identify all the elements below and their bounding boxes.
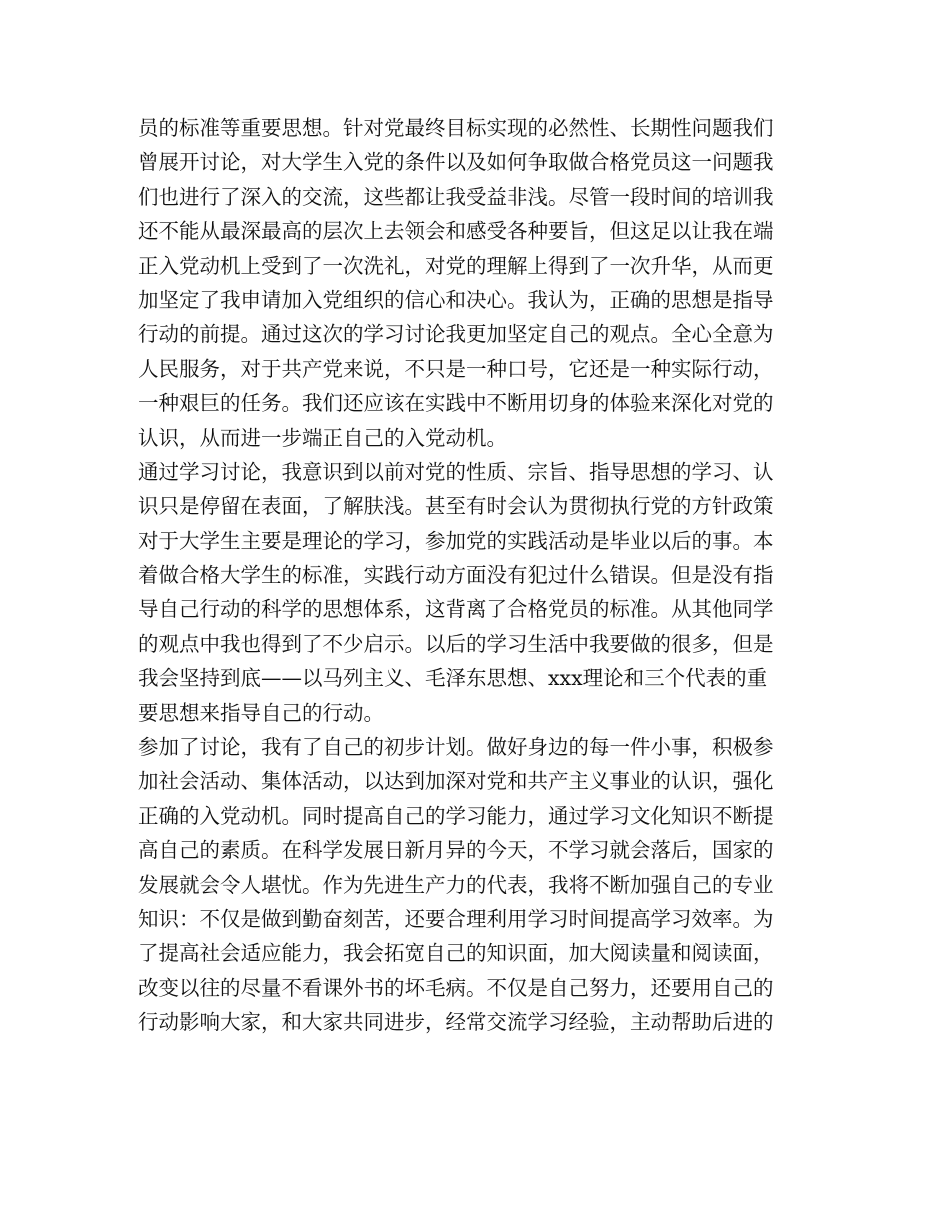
text-line: 人民服务，对于共产党来说，不只是一种口号，它还是一种实际行动，: [138, 356, 774, 381]
text-line: 的观点中我也得到了不少启示。以后的学习生活中我要做的很多，但是: [138, 631, 774, 656]
body-text: [138, 111, 818, 1040]
text-line: 对于大学生主要是理论的学习，参加党的实践活动是毕业以后的事。本: [138, 528, 774, 553]
text-line: 曾展开讨论，对大学生入党的条件以及如何争取做合格党员这一问题我: [138, 150, 774, 175]
text-line: 一种艰巨的任务。我们还应该在实践中不断用切身的体验来深化对党的: [138, 391, 774, 416]
text-line: 我会坚持到底——以马列主义、毛泽东思想、xxx理论和三个代表的重: [138, 666, 768, 691]
text-line: 高自己的素质。在科学发展日新月异的今天，不学习就会落后，国家的: [138, 838, 774, 863]
text-line: 要思想来指导自己的行动。: [138, 700, 384, 725]
text-line: 正确的入党动机。同时提高自己的学习能力，通过学习文化知识不断提: [138, 803, 774, 828]
text-line: 发展就会令人堪忧。作为先进生产力的代表，我将不断加强自己的专业: [138, 872, 774, 897]
text-line: 参加了讨论，我有了自己的初步计划。做好身边的每一件小事，积极参: [138, 735, 774, 760]
text-line: 了提高社会适应能力，我会拓宽自己的知识面，加大阅读量和阅读面，: [138, 941, 774, 966]
text-line: 认识，从而进一步端正自己的入党动机。: [138, 425, 507, 450]
text-line: 行动的前提。通过这次的学习讨论我更加坚定自己的观点。全心全意为: [138, 322, 774, 347]
text-line: 导自己行动的科学的思想体系，这背离了合格党员的标准。从其他同学: [138, 597, 774, 622]
text-line: 识只是停留在表面，了解肤浅。甚至有时会认为贯彻执行党的方针政策: [138, 494, 774, 519]
text-line: 行动影响大家，和大家共同进步，经常交流学习经验，主动帮助后进的: [138, 1010, 774, 1035]
text-line: 知识：不仅是做到勤奋刻苦，还要合理利用学习时间提高学习效率。为: [138, 906, 774, 931]
text-line: 们也进行了深入的交流，这些都让我受益非浅。尽管一段时间的培训我: [138, 184, 774, 209]
text-line: 正入党动机上受到了一次洗礼，对党的理解上得到了一次升华，从而更: [138, 253, 774, 278]
text-line: 员的标准等重要思想。针对党最终目标实现的必然性、长期性问题我们: [138, 116, 774, 140]
text-line: 加社会活动、集体活动，以达到加深对党和共产主义事业的认识，强化: [138, 769, 774, 794]
text-line: 改变以往的尽量不看课外书的坏毛病。不仅是自己努力，还要用自己的: [138, 975, 774, 1000]
text-line: 通过学习讨论，我意识到以前对党的性质、宗旨、指导思想的学习、认: [138, 459, 774, 484]
text-line: 还不能从最深最高的层次上去领会和感受各种要旨，但这足以让我在端: [138, 219, 774, 244]
text-line: 加坚定了我申请加入党组织的信心和决心。我认为，正确的思想是指导: [138, 287, 774, 312]
text-line: 着做合格大学生的标准，实践行动方面没有犯过什么错误。但是没有指: [138, 563, 774, 588]
